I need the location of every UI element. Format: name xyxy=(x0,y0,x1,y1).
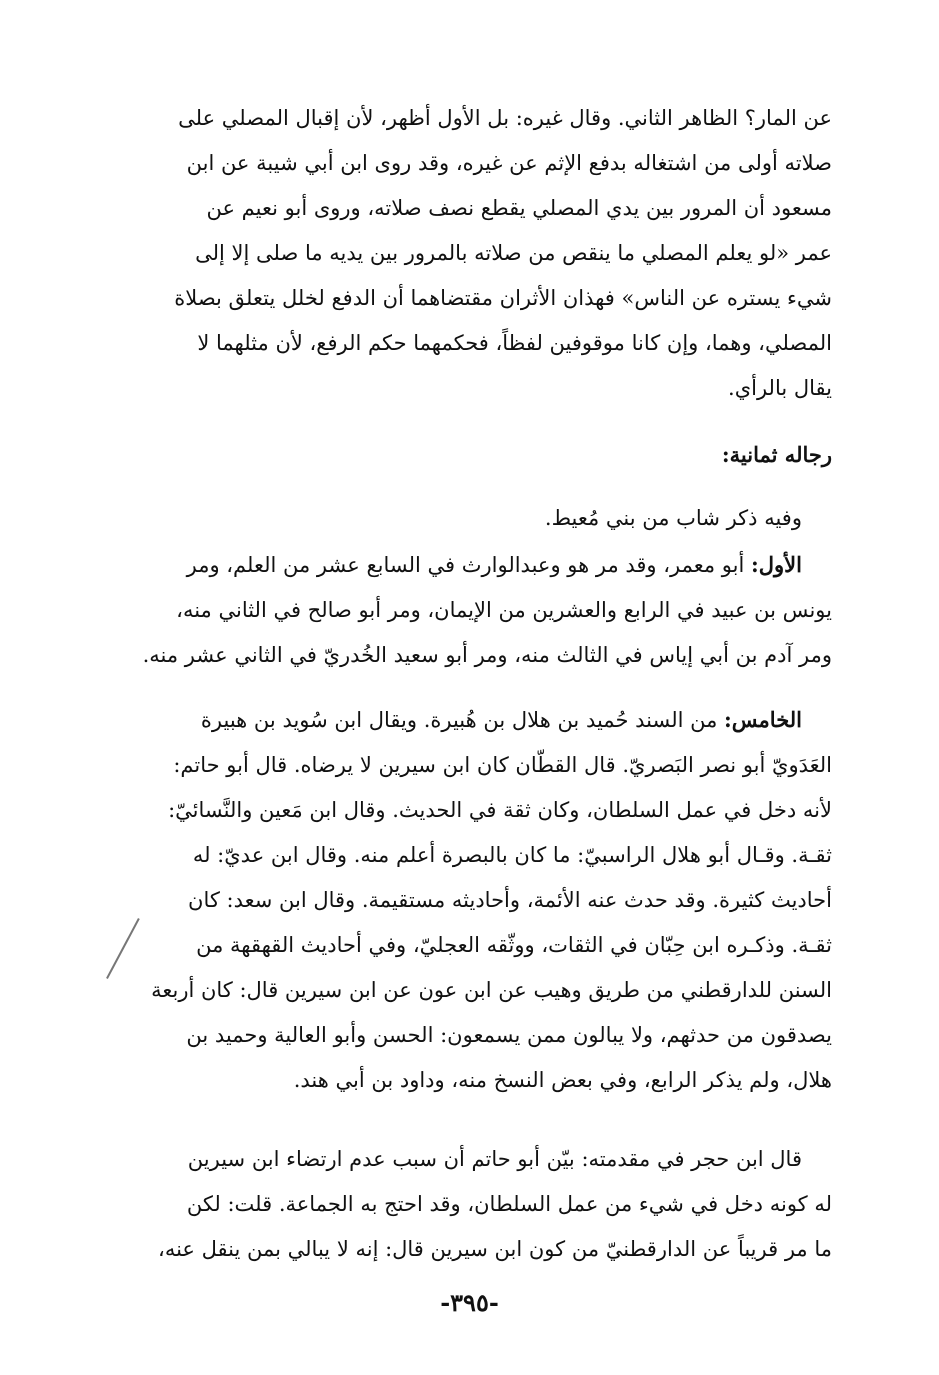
first-line-text: أبو معمر، وقد مر هو وعبدالوارث في السابع عشر من العلم، ومر xyxy=(186,553,745,577)
text-line: يونس بن عبيد في الرابع والعشرين من الإيمان، ومر أبو صالح في الثاني منه، xyxy=(176,598,832,622)
paragraph-commentary xyxy=(140,96,832,411)
text-line: هلال، ولم يذكر الرابع، وفي بعض النسخ منه، وداود بن أبي هند. xyxy=(293,1068,832,1092)
text-line: السنن للدارقطني من طريق وهيب عن ابن عون عن ابن سيرين قال: كان أربعة xyxy=(151,978,832,1002)
fifth-line-text: من السند حُميد بن هلال بن هُبيرة. ويقال ابن سُويد بن هبيرة xyxy=(200,708,718,732)
text-line: أحاديث كثيرة. وقد حدث عنه الأئمة، وأحاديثه مستقيمة. وقال ابن سعد: كان xyxy=(188,888,832,912)
text-line: ما مر قريباً عن الدارقطنيّ من كون ابن سيرين قال: إنه لا يبالي بمن ينقل عنه، xyxy=(158,1237,832,1261)
first-label: الأول: xyxy=(751,552,802,577)
fifth-label: الخامس: xyxy=(724,707,802,732)
text-line: وفيه ذكر شاب من بني مُعيط. xyxy=(544,506,802,530)
text-line: ثقـة. وذكـره ابن حِبّان في الثقات، ووثّقه العجليّ، وفي أحاديث القهقهة من xyxy=(196,933,832,957)
text-line: لأنه دخل في عمل السلطان، وكان ثقة في الحديث. وقال ابن مَعين والنَّسائيّ: xyxy=(168,798,832,822)
paragraph-first-narrator xyxy=(140,542,832,678)
text-line: المصلي، وهما، وإن كانا موقوفين لفظاً، فحكمهما حكم الرفع، لأن مثلهما لا xyxy=(197,331,832,355)
text-line: عمر «لو يعلم المصلي ما ينقص من صلاته بالمرور بين يديه ما صلى إلا إلى xyxy=(195,241,832,265)
text-line: له كونه دخل في شيء من عمل السلطان، وقد احتج به الجماعة. قلت: لكن xyxy=(186,1192,832,1216)
text-line: مسعود أن المرور بين يدي المصلي يقطع نصف صلاته، وروى أبو نعيم عن xyxy=(206,196,832,220)
page-number: -٣٩٥- xyxy=(440,1288,499,1317)
intro-line xyxy=(140,496,832,541)
text-line: يقال بالرأي. xyxy=(728,376,832,400)
paragraph-ibn-hajar-note xyxy=(140,1137,832,1272)
text-line xyxy=(140,542,832,588)
paragraph-fifth-narrator xyxy=(140,697,832,1103)
text-line: ومر آدم بن أبي إياس في الثالث منه، ومر أبو سعيد الخُدريّ في الثاني عشر منه. xyxy=(142,643,832,667)
text-line: شيء يستره عن الناس» فهذان الأثران مقتضاهما أن الدفع لخلل يتعلق بصلاة xyxy=(174,286,832,310)
text-line: يصدقون من حدثهم، ولا يبالون ممن يسمعون: الحسن وأبو العالية وحميد بن xyxy=(186,1023,832,1047)
text-line: قال ابن حجر في مقدمته: بيّن أبو حاتم أن سبب عدم ارتضاء ابن سيرين xyxy=(187,1147,802,1171)
text-line: ثقـة. وقـال أبو هلال الراسبيّ: ما كان بالبصرة أعلم منه. وقال ابن عديّ: له xyxy=(192,843,832,867)
text-line: صلاته أولى من اشتغاله بدفع الإثم عن غيره، وقد روى ابن أبي شيبة عن ابن xyxy=(186,151,832,175)
section-heading: رجاله ثمانية: xyxy=(721,442,832,467)
text-line: العَدَويّ أبو نصر البَصريّ. قال القطّان كان ابن سيرين لا يرضاه. قال أبو حاتم: xyxy=(173,753,832,777)
text-line: عن المار؟ الظاهر الثاني. وقال غيره: بل الأول أظهر، لأن إقبال المصلي على xyxy=(178,106,832,130)
margin-pencil-mark xyxy=(106,918,140,979)
text-line xyxy=(140,697,832,743)
